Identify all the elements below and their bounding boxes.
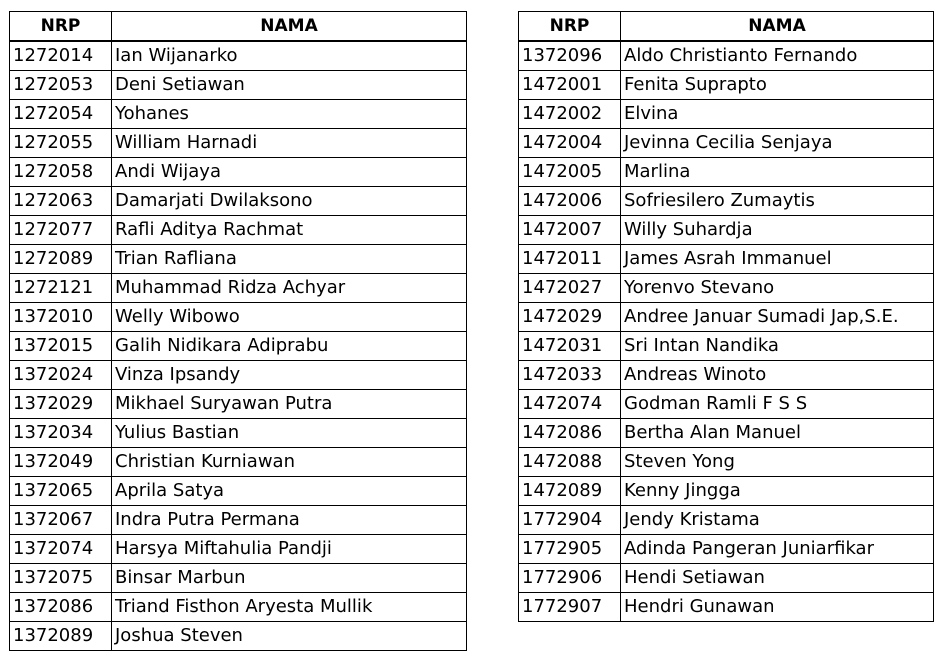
nama-cell: Hendri Gunawan bbox=[621, 593, 934, 622]
nrp-cell: 1472074 bbox=[519, 390, 621, 419]
nama-column-header: NAMA bbox=[621, 12, 934, 42]
nama-cell: Steven Yong bbox=[621, 448, 934, 477]
table-row bbox=[10, 390, 467, 419]
nrp-cell: 1472001 bbox=[519, 71, 621, 100]
nrp-cell: 1372096 bbox=[519, 41, 621, 71]
nrp-cell: 1472088 bbox=[519, 448, 621, 477]
table-row bbox=[10, 158, 467, 187]
nrp-cell: 1772907 bbox=[519, 593, 621, 622]
table-row bbox=[10, 274, 467, 303]
nrp-cell: 1472086 bbox=[519, 419, 621, 448]
nama-cell: Kenny Jingga bbox=[621, 477, 934, 506]
nrp-cell: 1372086 bbox=[10, 593, 112, 622]
table-row bbox=[10, 332, 467, 361]
nama-cell: Willy Suhardja bbox=[621, 216, 934, 245]
student-rows-left bbox=[10, 41, 467, 651]
nrp-cell: 1472005 bbox=[519, 158, 621, 187]
nama-cell: Fenita Suprapto bbox=[621, 71, 934, 100]
nrp-cell: 1472089 bbox=[519, 477, 621, 506]
nama-cell: Deni Setiawan bbox=[112, 71, 467, 100]
nrp-cell: 1472004 bbox=[519, 129, 621, 158]
nama-cell: Yohanes bbox=[112, 100, 467, 129]
table-row bbox=[10, 564, 467, 593]
nama-cell: Binsar Marbun bbox=[112, 564, 467, 593]
nrp-column-header: NRP bbox=[519, 12, 621, 42]
nama-cell: Triand Fisthon Aryesta Mullik bbox=[112, 593, 467, 622]
nama-cell: Yorenvo Stevano bbox=[621, 274, 934, 303]
nrp-cell: 1372024 bbox=[10, 361, 112, 390]
nrp-cell: 1372065 bbox=[10, 477, 112, 506]
nama-cell: Hendi Setiawan bbox=[621, 564, 934, 593]
table-row bbox=[10, 448, 467, 477]
nrp-cell: 1372034 bbox=[10, 419, 112, 448]
nama-cell: Godman Ramli F S S bbox=[621, 390, 934, 419]
nama-cell: Trian Rafliana bbox=[112, 245, 467, 274]
table-row bbox=[519, 303, 934, 332]
table-row bbox=[519, 477, 934, 506]
table-row bbox=[519, 593, 934, 622]
nama-cell: William Harnadi bbox=[112, 129, 467, 158]
nrp-cell: 1372067 bbox=[10, 506, 112, 535]
table-row bbox=[519, 390, 934, 419]
nama-cell: Yulius Bastian bbox=[112, 419, 467, 448]
table-row bbox=[10, 71, 467, 100]
nrp-cell: 1272077 bbox=[10, 216, 112, 245]
nrp-cell: 1472033 bbox=[519, 361, 621, 390]
nrp-cell: 1372049 bbox=[10, 448, 112, 477]
nama-cell: Aprila Satya bbox=[112, 477, 467, 506]
table-row bbox=[519, 71, 934, 100]
nrp-cell: 1472011 bbox=[519, 245, 621, 274]
table-row bbox=[519, 535, 934, 564]
table-row bbox=[10, 41, 467, 71]
table-header-row bbox=[519, 12, 934, 42]
table-row bbox=[10, 216, 467, 245]
nrp-cell: 1372015 bbox=[10, 332, 112, 361]
nrp-cell: 1272053 bbox=[10, 71, 112, 100]
nama-cell: Mikhael Suryawan Putra bbox=[112, 390, 467, 419]
nrp-cell: 1272055 bbox=[10, 129, 112, 158]
nama-cell: Ian Wijanarko bbox=[112, 41, 467, 71]
nama-cell: Muhammad Ridza Achyar bbox=[112, 274, 467, 303]
student-rows-right bbox=[519, 41, 934, 622]
nrp-cell: 1272121 bbox=[10, 274, 112, 303]
table-row bbox=[10, 622, 467, 651]
nrp-column-header: NRP bbox=[10, 12, 112, 42]
nrp-cell: 1372075 bbox=[10, 564, 112, 593]
table-row bbox=[10, 535, 467, 564]
nama-cell: Rafli Aditya Rachmat bbox=[112, 216, 467, 245]
nrp-cell: 1472029 bbox=[519, 303, 621, 332]
nrp-cell: 1472027 bbox=[519, 274, 621, 303]
nama-cell: Andree Januar Sumadi Jap,S.E. bbox=[621, 303, 934, 332]
table-row bbox=[519, 564, 934, 593]
table-row bbox=[519, 506, 934, 535]
table-row bbox=[519, 41, 934, 71]
nama-cell: Vinza Ipsandy bbox=[112, 361, 467, 390]
nrp-cell: 1472002 bbox=[519, 100, 621, 129]
table-row bbox=[10, 303, 467, 332]
table-row bbox=[519, 332, 934, 361]
nama-cell: Adinda Pangeran Juniarfikar bbox=[621, 535, 934, 564]
table-row bbox=[10, 187, 467, 216]
table-row bbox=[519, 361, 934, 390]
table-row bbox=[10, 361, 467, 390]
table-row bbox=[519, 216, 934, 245]
nrp-cell: 1372029 bbox=[10, 390, 112, 419]
nrp-cell: 1272089 bbox=[10, 245, 112, 274]
table-row bbox=[10, 100, 467, 129]
nrp-cell: 1372010 bbox=[10, 303, 112, 332]
table-row bbox=[519, 448, 934, 477]
table-row bbox=[10, 245, 467, 274]
nama-cell: Sofriesilero Zumaytis bbox=[621, 187, 934, 216]
table-row bbox=[10, 419, 467, 448]
table-header-row bbox=[10, 12, 467, 42]
table-row bbox=[519, 100, 934, 129]
nama-cell: Andi Wijaya bbox=[112, 158, 467, 187]
nama-cell: Welly Wibowo bbox=[112, 303, 467, 332]
student-table-left bbox=[9, 11, 467, 651]
nrp-cell: 1272058 bbox=[10, 158, 112, 187]
nrp-cell: 1272014 bbox=[10, 41, 112, 71]
nama-cell: Galih Nidikara Adiprabu bbox=[112, 332, 467, 361]
nama-column-header: NAMA bbox=[112, 12, 467, 42]
nama-cell: James Asrah Immanuel bbox=[621, 245, 934, 274]
nrp-cell: 1772906 bbox=[519, 564, 621, 593]
nama-cell: Jendy Kristama bbox=[621, 506, 934, 535]
nama-cell: Damarjati Dwilaksono bbox=[112, 187, 467, 216]
nama-cell: Jevinna Cecilia Senjaya bbox=[621, 129, 934, 158]
table-row bbox=[10, 477, 467, 506]
table-row bbox=[519, 129, 934, 158]
table-row bbox=[519, 419, 934, 448]
nama-cell: Indra Putra Permana bbox=[112, 506, 467, 535]
table-row bbox=[519, 158, 934, 187]
table-row bbox=[10, 506, 467, 535]
nrp-cell: 1472031 bbox=[519, 332, 621, 361]
nrp-cell: 1272063 bbox=[10, 187, 112, 216]
nrp-cell: 1472006 bbox=[519, 187, 621, 216]
table-row bbox=[519, 187, 934, 216]
nama-cell: Aldo Christianto Fernando bbox=[621, 41, 934, 71]
nama-cell: Bertha Alan Manuel bbox=[621, 419, 934, 448]
table-row bbox=[519, 245, 934, 274]
student-table-right bbox=[518, 11, 934, 622]
nama-cell: Andreas Winoto bbox=[621, 361, 934, 390]
nama-cell: Joshua Steven bbox=[112, 622, 467, 651]
nrp-cell: 1372089 bbox=[10, 622, 112, 651]
nrp-cell: 1472007 bbox=[519, 216, 621, 245]
table-row bbox=[10, 593, 467, 622]
nama-cell: Christian Kurniawan bbox=[112, 448, 467, 477]
nama-cell: Harsya Miftahulia Pandji bbox=[112, 535, 467, 564]
table-row bbox=[519, 274, 934, 303]
nrp-cell: 1372074 bbox=[10, 535, 112, 564]
nama-cell: Elvina bbox=[621, 100, 934, 129]
nrp-cell: 1272054 bbox=[10, 100, 112, 129]
table-row bbox=[10, 129, 467, 158]
nama-cell: Marlina bbox=[621, 158, 934, 187]
nrp-cell: 1772904 bbox=[519, 506, 621, 535]
nrp-cell: 1772905 bbox=[519, 535, 621, 564]
nama-cell: Sri Intan Nandika bbox=[621, 332, 934, 361]
